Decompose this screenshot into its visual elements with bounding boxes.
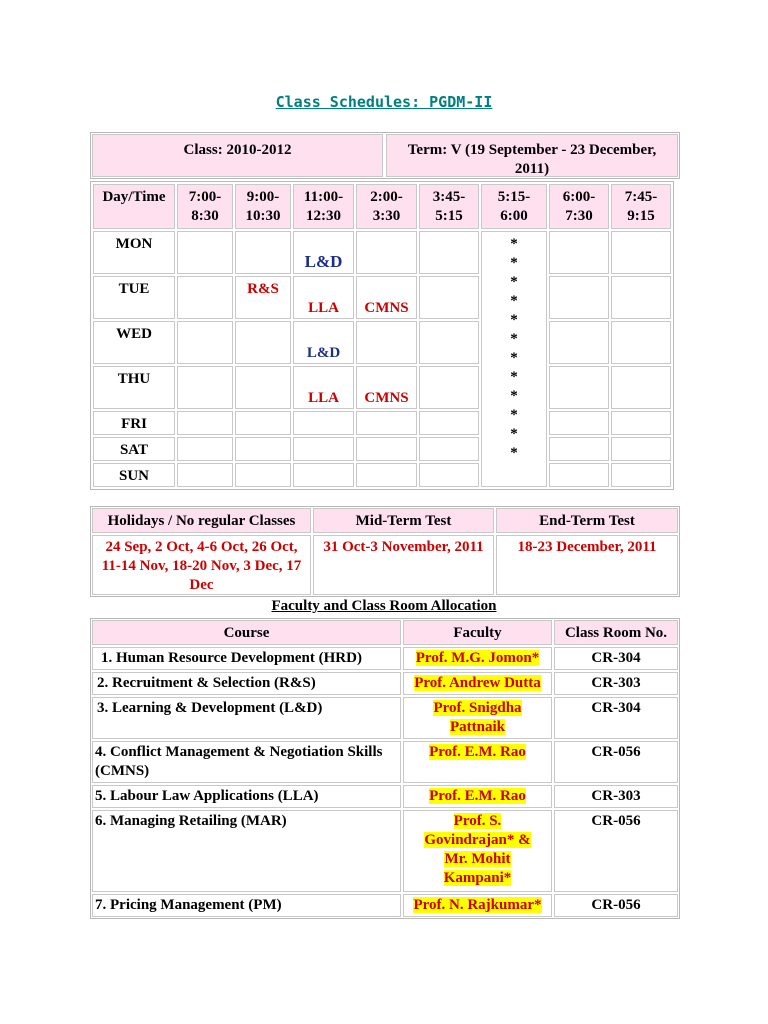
- slot-cell: [356, 321, 417, 364]
- slot-cell: [356, 411, 417, 435]
- header-slot-0200: 2:00- 3:30: [356, 184, 417, 229]
- table-row-room: [554, 810, 678, 892]
- table-row-faculty: [403, 894, 552, 917]
- table-row-faculty: [403, 810, 552, 892]
- faculty-name: Prof. S. Govindrajan* & Mr. Mohit Kampani*: [424, 813, 531, 886]
- day-label: FRI: [93, 411, 175, 435]
- slot-cell: [235, 231, 291, 274]
- table-row-course: [92, 810, 401, 892]
- slot-cell: [177, 366, 233, 409]
- day-label: WED: [93, 321, 175, 364]
- endterm-header-label: End-Term Test: [539, 513, 635, 529]
- table-row-course: [92, 647, 401, 670]
- header-slot-0700: 7:00- 8:30: [177, 184, 233, 229]
- term-label: Term: V (19 September - 23 December, 2011): [407, 142, 657, 177]
- slot-cell: [611, 437, 671, 461]
- endterm-cell: [496, 535, 678, 595]
- table-row-room: [554, 647, 678, 670]
- slot-cell: [356, 276, 417, 319]
- class-entry: L&D: [306, 345, 341, 361]
- holidays-cell: [92, 535, 311, 595]
- midterm-text: 31 Oct-3 November, 2011: [323, 539, 484, 555]
- class-entry: R&S: [247, 281, 279, 297]
- header-slot-0745: 7:45- 9:15: [611, 184, 671, 229]
- page-title: Class Schedules: PGDM-II: [275, 93, 493, 111]
- schedule-header-row: [93, 184, 671, 229]
- midterm-cell: [313, 535, 494, 595]
- table-row-course: [92, 697, 401, 739]
- slot-cell: [549, 321, 609, 364]
- break-marker: *: [510, 331, 518, 347]
- slot-cell: [293, 463, 354, 487]
- slot-cell: [177, 231, 233, 274]
- break-marker: *: [510, 407, 518, 423]
- col-header-label: Course: [223, 625, 270, 641]
- slot-cell: [293, 437, 354, 461]
- slot-cell: [549, 231, 609, 274]
- table-row-course: [92, 741, 401, 783]
- class-term-box: [90, 132, 680, 179]
- faculty-name: Prof. E.M. Rao: [429, 788, 526, 804]
- table-row-room: [554, 672, 678, 695]
- header-slot-0515: 5:15- 6:00: [481, 184, 547, 229]
- slot-cell: [235, 463, 291, 487]
- table-row-course: [92, 894, 401, 917]
- table-row-faculty: [403, 785, 552, 808]
- schedule-row-fri: [93, 411, 671, 435]
- tests-box: [90, 506, 680, 597]
- table-row-faculty: [403, 647, 552, 670]
- break-marker: *: [510, 255, 518, 271]
- room-number: CR-056: [591, 897, 641, 913]
- day-label: SAT: [93, 437, 175, 461]
- slot-cell: [356, 366, 417, 409]
- slot-cell: [177, 321, 233, 364]
- table-row-room: [554, 741, 678, 783]
- term-label-cell: [386, 134, 678, 177]
- room-number: CR-303: [591, 675, 641, 691]
- course-name: 3. Learning & Development (L&D): [97, 700, 323, 716]
- room-number: CR-056: [591, 813, 641, 829]
- faculty-name: Prof. Snigdha Pattnaik: [433, 700, 522, 735]
- schedule-row-wed: [93, 321, 671, 364]
- break-marker: *: [510, 350, 518, 366]
- slot-cell: [419, 276, 479, 319]
- holidays-text: 24 Sep, 2 Oct, 4-6 Oct, 26 Oct, 11-14 Nov, 18-20 Nov, 3 Dec, 17 Dec: [101, 539, 302, 593]
- room-number: CR-304: [591, 700, 641, 716]
- slot-cell: [549, 276, 609, 319]
- class-entry: CMNS: [364, 390, 409, 406]
- table-row-course: [92, 785, 401, 808]
- slot-cell: [293, 231, 354, 274]
- class-entry: LLA: [308, 300, 339, 316]
- break-marker: *: [510, 388, 518, 404]
- break-marker: *: [510, 426, 518, 442]
- break-marker: *: [510, 236, 518, 252]
- course-name: 5. Labour Law Applications (LLA): [95, 788, 319, 804]
- slot-cell: [177, 276, 233, 319]
- room-number: CR-056: [591, 744, 641, 760]
- schedule-row-mon: [93, 231, 671, 274]
- col-header-room: [554, 620, 678, 645]
- allocation-heading: Faculty and Class Room Allocation: [271, 598, 497, 614]
- endterm-text: 18-23 December, 2011: [517, 539, 657, 555]
- course-name: 1. Human Resource Development (HRD): [101, 650, 362, 666]
- faculty-name: Prof. M.G. Jomon*: [415, 650, 540, 666]
- break-marker: *: [510, 369, 518, 385]
- slot-cell: [611, 321, 671, 364]
- slot-cell: [293, 276, 354, 319]
- slot-cell: [611, 276, 671, 319]
- midterm-header: [313, 508, 494, 533]
- slot-cell: [419, 411, 479, 435]
- slot-cell: [549, 437, 609, 461]
- schedule-row-sat: [93, 437, 671, 461]
- class-entry: LLA: [308, 390, 339, 406]
- day-label: THU: [93, 366, 175, 409]
- slot-cell: [356, 231, 417, 274]
- slot-cell: [356, 463, 417, 487]
- header-label: Day/Time: [102, 189, 166, 205]
- room-number: CR-304: [591, 650, 641, 666]
- table-row-room: [554, 697, 678, 739]
- allocation-table: [90, 618, 680, 919]
- header-slot-1100: 11:00- 12:30: [293, 184, 354, 229]
- holidays-header: [92, 508, 311, 533]
- header-slot-0900: 9:00- 10:30: [235, 184, 291, 229]
- day-label: SUN: [93, 463, 175, 487]
- class-label-cell: [92, 134, 383, 177]
- slot-cell: [611, 231, 671, 274]
- slot-cell: [235, 366, 291, 409]
- schedule-row-sun: [93, 463, 671, 487]
- slot-cell: [293, 366, 354, 409]
- schedule-table: [90, 181, 674, 490]
- table-row-faculty: [403, 741, 552, 783]
- slot-cell: [611, 463, 671, 487]
- col-header-course: [92, 620, 401, 645]
- course-name: 2. Recruitment & Selection (R&S): [97, 675, 316, 691]
- class-label: Class: 2010-2012: [183, 142, 292, 158]
- col-header-label: Faculty: [453, 625, 502, 641]
- course-name: 6. Managing Retailing (MAR): [95, 813, 287, 829]
- faculty-name: Prof. E.M. Rao: [429, 744, 526, 760]
- class-entry: CMNS: [364, 300, 409, 316]
- table-row-course: [92, 672, 401, 695]
- col-header-label: Class Room No.: [564, 625, 668, 641]
- slot-cell: [419, 321, 479, 364]
- slot-cell: [293, 411, 354, 435]
- faculty-name: Prof. Andrew Dutta: [414, 675, 541, 691]
- break-column: [481, 231, 547, 487]
- header-day-time: [93, 184, 175, 229]
- course-name: 4. Conflict Management & Negotiation Skills (CMNS): [95, 744, 383, 779]
- break-marker: *: [510, 293, 518, 309]
- slot-cell: [177, 463, 233, 487]
- room-number: CR-303: [591, 788, 641, 804]
- slot-cell: [419, 437, 479, 461]
- holidays-header-label: Holidays / No regular Classes: [107, 513, 296, 529]
- slot-cell: [419, 231, 479, 274]
- course-name: 7. Pricing Management (PM): [95, 897, 282, 913]
- slot-cell: [549, 366, 609, 409]
- header-slot-0345: 3:45- 5:15: [419, 184, 479, 229]
- slot-cell: [419, 366, 479, 409]
- slot-cell: [235, 276, 291, 319]
- slot-cell: [356, 437, 417, 461]
- col-header-faculty: [403, 620, 552, 645]
- day-label: MON: [93, 231, 175, 274]
- endterm-header: [496, 508, 678, 533]
- slot-cell: [293, 321, 354, 364]
- table-row-faculty: [403, 697, 552, 739]
- slot-cell: [611, 366, 671, 409]
- slot-cell: [611, 411, 671, 435]
- table-row-room: [554, 785, 678, 808]
- class-entry: L&D: [304, 252, 343, 271]
- table-row-faculty: [403, 672, 552, 695]
- schedule-row-tue: [93, 276, 671, 319]
- break-marker: *: [510, 445, 518, 461]
- break-marker: *: [510, 312, 518, 328]
- faculty-name: Prof. N. Rajkumar*: [413, 897, 542, 913]
- table-row-room: [554, 894, 678, 917]
- slot-cell: [235, 411, 291, 435]
- break-marker: *: [510, 274, 518, 290]
- day-label: TUE: [93, 276, 175, 319]
- slot-cell: [235, 321, 291, 364]
- slot-cell: [549, 411, 609, 435]
- slot-cell: [177, 437, 233, 461]
- slot-cell: [549, 463, 609, 487]
- slot-cell: [235, 437, 291, 461]
- header-slot-0600: 6:00- 7:30: [549, 184, 609, 229]
- midterm-header-label: Mid-Term Test: [355, 513, 452, 529]
- slot-cell: [419, 463, 479, 487]
- slot-cell: [177, 411, 233, 435]
- schedule-row-thu: [93, 366, 671, 409]
